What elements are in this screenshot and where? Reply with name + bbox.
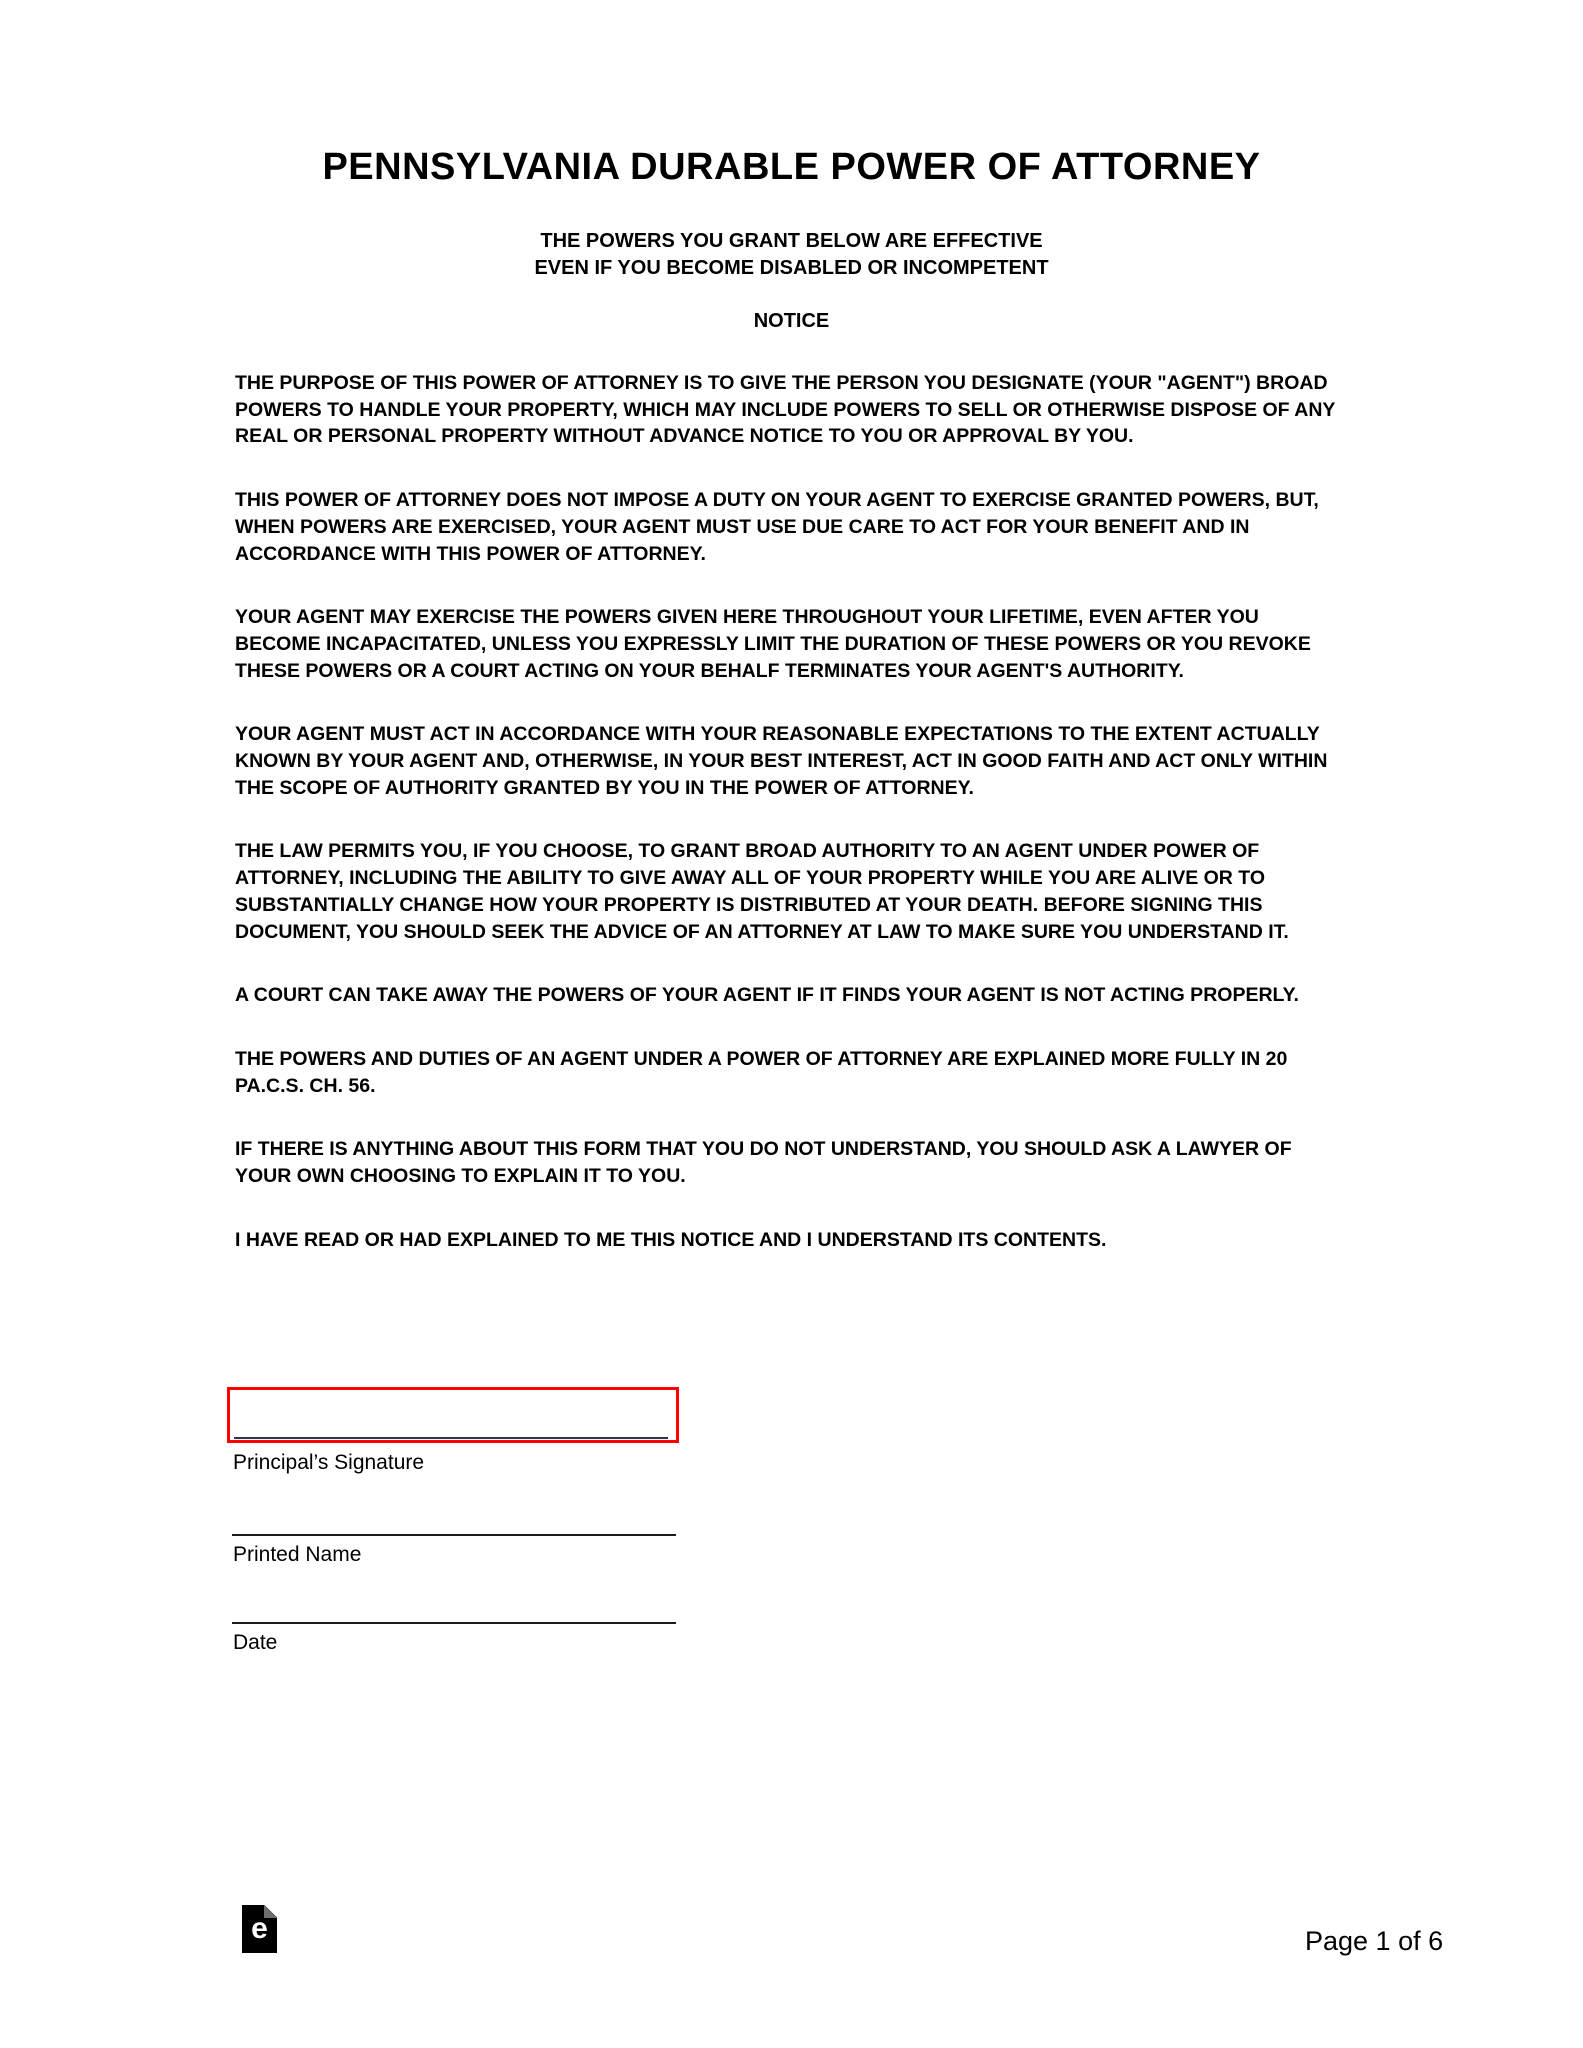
principal-signature-field[interactable]	[227, 1387, 679, 1443]
eforms-logo	[242, 1905, 277, 1953]
notice-paragraph: A COURT CAN TAKE AWAY THE POWERS OF YOUR AGENT IF IT FINDS YOUR AGENT IS NOT ACTING PROPERLY.	[235, 984, 1299, 1007]
date-line	[232, 1622, 676, 1624]
logo-letter: e	[251, 1912, 268, 1945]
notice-paragraph: THE PURPOSE OF THIS POWER OF ATTORNEY IS TO GIVE THE PERSON YOU DESIGNATE (YOUR "AGENT") BROAD POWERS TO HANDLE YOUR PROPERTY, WHICH MAY INCLUDE POWERS TO SELL OR OTHERWISE DISPOSE OF ANY REAL OR PERSONAL PROPERTY WITHOUT ADVANCE NOTICE TO YOU OR APPROVAL BY YOU.	[235, 372, 1336, 448]
notice-paragraph: YOUR AGENT MUST ACT IN ACCORDANCE WITH YOUR REASONABLE EXPECTATIONS TO THE EXTENT ACTUALLY KNOWN BY YOUR AGENT AND, OTHERWISE, IN YOUR BEST INTEREST, ACT IN GOOD FAITH AND ACT ONLY WITHIN THE SCOPE OF AUTHORITY GRANTED BY YOU IN THE POWER OF ATTORNEY.	[235, 723, 1328, 799]
page-indicator: Page 1 of 6	[1305, 1926, 1444, 1956]
notice-paragraph: THE LAW PERMITS YOU, IF YOU CHOOSE, TO GRANT BROAD AUTHORITY TO AN AGENT UNDER POWER OF ATTORNEY, INCLUDING THE ABILITY TO GIVE AWAY ALL OF YOUR PROPERTY WHILE YOU ARE ALIVE OR TO SUBSTANTIALLY CHANGE HOW YOUR PROPERTY IS DISTRIBUTED AT YOUR DEATH. BEFORE SIGNING THIS DOCUMENT, YOU SHOULD SEEK THE ADVICE OF AN ATTORNEY AT LAW TO MAKE SURE YOU UNDERSTAND IT.	[235, 840, 1289, 943]
notice-heading: NOTICE	[753, 310, 830, 332]
printed-name-label: Printed Name	[233, 1543, 362, 1566]
document-subtitle	[0, 228, 1583, 282]
date-label: Date	[233, 1631, 278, 1654]
subtitle-line-2: EVEN IF YOU BECOME DISABLED OR INCOMPETENT	[534, 257, 1049, 279]
notice-paragraph: YOUR AGENT MAY EXERCISE THE POWERS GIVEN HERE THROUGHOUT YOUR LIFETIME, EVEN AFTER YOU BECOME INCAPACITATED, UNLESS YOU EXPRESSLY LIMIT THE DURATION OF THESE POWERS OR YOU REVOKE THESE POWERS OR A COURT ACTING ON YOUR BEHALF TERMINATES YOUR AGENT'S AUTHORITY.	[235, 606, 1311, 682]
notice-paragraph: I HAVE READ OR HAD EXPLAINED TO ME THIS NOTICE AND I UNDERSTAND ITS CONTENTS.	[235, 1228, 1107, 1251]
notice-paragraph: IF THERE IS ANYTHING ABOUT THIS FORM THAT YOU DO NOT UNDERSTAND, YOU SHOULD ASK A LAWYER OF YOUR OWN CHOOSING TO EXPLAIN IT TO YOU.	[235, 1138, 1292, 1188]
signature-line	[234, 1437, 668, 1439]
notice-body	[235, 370, 1341, 1290]
principal-signature-label: Principal’s Signature	[233, 1451, 425, 1474]
printed-name-line	[232, 1534, 676, 1536]
notice-paragraph: THE POWERS AND DUTIES OF AN AGENT UNDER A POWER OF ATTORNEY ARE EXPLAINED MORE FULLY IN 20 PA.C.S. CH. 56.	[235, 1047, 1288, 1097]
document-title: PENNSYLVANIA DURABLE POWER OF ATTORNEY	[322, 146, 1261, 188]
notice-paragraph: THIS POWER OF ATTORNEY DOES NOT IMPOSE A DUTY ON YOUR AGENT TO EXERCISE GRANTED POWERS, BUT, WHEN POWERS ARE EXERCISED, YOUR AGENT MUST USE DUE CARE TO ACT FOR YOUR BENEFIT AND IN ACCORDANCE WITH THIS POWER OF ATTORNEY.	[235, 489, 1319, 565]
subtitle-line-1: THE POWERS YOU GRANT BELOW ARE EFFECTIVE	[540, 230, 1043, 252]
